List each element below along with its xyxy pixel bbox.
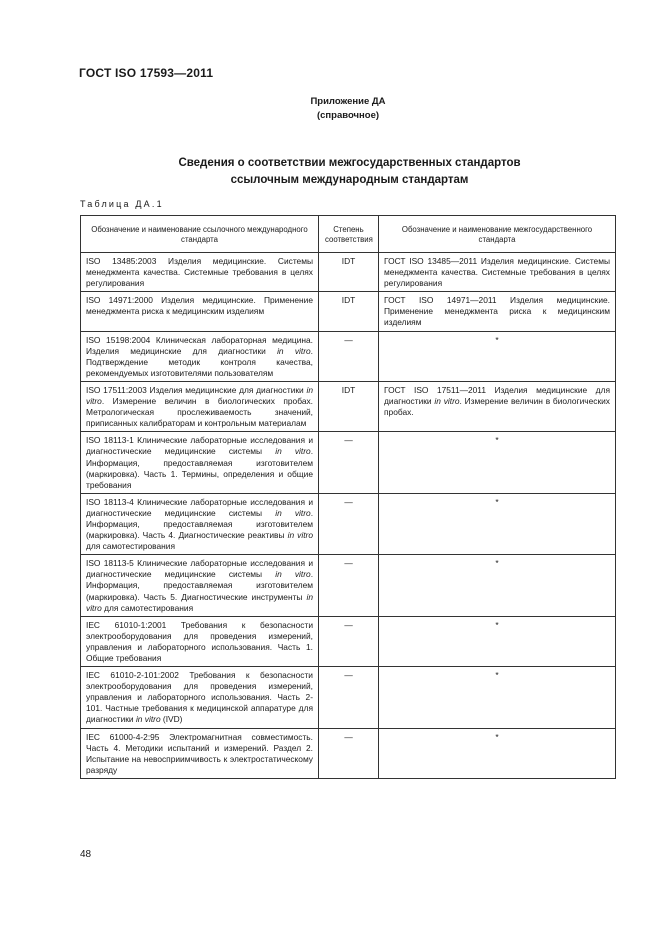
section-title	[0, 155, 661, 189]
cell-national-standard: ГОСТ ISO 17511—2011 Изделия медицинские для диагностики in vitro. Измерение величин в биологических пробах.	[379, 381, 616, 431]
annex-title: Приложение ДА	[310, 96, 386, 107]
cell-degree: IDT	[319, 292, 379, 331]
cell-national-standard: *	[379, 432, 616, 493]
cell-national-standard: *	[379, 667, 616, 728]
table-row	[81, 493, 616, 554]
cell-national-standard: *	[379, 331, 616, 381]
cell-reference-standard: ISO 13485:2003 Изделия медицинские. Системы менеджмента качества. Системные требования в целях регулирования	[81, 253, 319, 292]
annex-heading	[0, 95, 661, 123]
section-title-line1: Сведения о соответствии межгосударственных стандартов	[178, 157, 521, 169]
cell-degree: —	[319, 493, 379, 554]
cell-reference-standard: IEC 61010-1:2001 Требования к безопасности электрооборудования для проведения измерений, управления и лабораторного использования. Часть 1. Общие требования	[81, 616, 319, 666]
cell-reference-standard: IEC 61010-2-101:2002 Требования к безопасности электрооборудования для проведения измерений, управления и лабораторного использования. Часть 2-101. Частные требования к медицинской аппаратуре для диагностики in vitro (IVD)	[81, 667, 319, 728]
table-row	[81, 728, 616, 778]
header-national-standard: Обозначение и наименование межгосударственного стандарта	[379, 216, 616, 253]
cell-degree: —	[319, 667, 379, 728]
cell-reference-standard: ISO 17511:2003 Изделия медицинские для диагностики in vitro. Измерение величин в биологических пробах. Метрологическая прослеживаемость значений, приписанных калибраторам и контрольным материалам	[81, 381, 319, 431]
table-row	[81, 432, 616, 493]
cell-national-standard: *	[379, 616, 616, 666]
table-row	[81, 667, 616, 728]
table-row	[81, 616, 616, 666]
correspondence-table	[80, 215, 616, 779]
header-ref-standard: Обозначение и наименование ссылочного международного стандарта	[81, 216, 319, 253]
table-header-row	[81, 216, 616, 253]
document-header: ГОСТ ISO 17593—2011	[79, 66, 214, 80]
cell-national-standard: *	[379, 555, 616, 616]
cell-degree: IDT	[319, 381, 379, 431]
cell-national-standard: ГОСТ ISO 13485—2011 Изделия медицинские. Системы менеджмента качества. Системные требования в целях регулирования	[379, 253, 616, 292]
cell-reference-standard: ISO 14971:2000 Изделия медицинские. Применение менеджмента риска к медицинским изделиям	[81, 292, 319, 331]
cell-reference-standard: ISO 18113-1 Клинические лабораторные исследования и диагностические медицинские системы in vitro. Информация, предоставляемая изготовителем (маркировка). Часть 1. Термины, определения и общие требования	[81, 432, 319, 493]
cell-national-standard: *	[379, 493, 616, 554]
cell-national-standard: *	[379, 728, 616, 778]
cell-national-standard: ГОСТ ISO 14971—2011 Изделия медицинские. Применение менеджмента риска к медицинским изделиям	[379, 292, 616, 331]
table-row	[81, 555, 616, 616]
table-row	[81, 381, 616, 431]
table-row	[81, 292, 616, 331]
table-row	[81, 253, 616, 292]
cell-degree: —	[319, 728, 379, 778]
cell-degree: —	[319, 616, 379, 666]
cell-reference-standard: ISO 18113-4 Клинические лабораторные исследования и диагностические медицинские системы in vitro. Информация, предоставляемая изготовителем (маркировка). Часть 4. Диагностические реактивы in vitro для самотестирования	[81, 493, 319, 554]
table-row	[81, 331, 616, 381]
table-caption: Таблица ДА.1	[80, 199, 164, 209]
cell-reference-standard: IEC 61000-4-2:95 Электромагнитная совместимость. Часть 4. Методики испытаний и измерений. Раздел 2. Испытание на невосприимчивость к электростатическому разряду	[81, 728, 319, 778]
annex-note: (справочное)	[316, 110, 380, 121]
cell-degree: —	[319, 331, 379, 381]
cell-degree: IDT	[319, 253, 379, 292]
section-title-line2: ссылочным международным стандартам	[230, 174, 469, 186]
page-number: 48	[80, 849, 92, 860]
cell-degree: —	[319, 555, 379, 616]
cell-degree: —	[319, 432, 379, 493]
cell-reference-standard: ISO 18113-5 Клинические лабораторные исследования и диагностические медицинские системы in vitro. Информация, предоставляемая изготовителем (маркировка). Часть 5. Диагностические инструменты in vitro для самотестирования	[81, 555, 319, 616]
cell-reference-standard: ISO 15198:2004 Клиническая лабораторная медицина. Изделия медицинские для диагностики in vitro. Подтверждение методик контроля качества, рекомендуемых изготовителями пользователям	[81, 331, 319, 381]
header-degree: Степень соответствия	[319, 216, 379, 253]
